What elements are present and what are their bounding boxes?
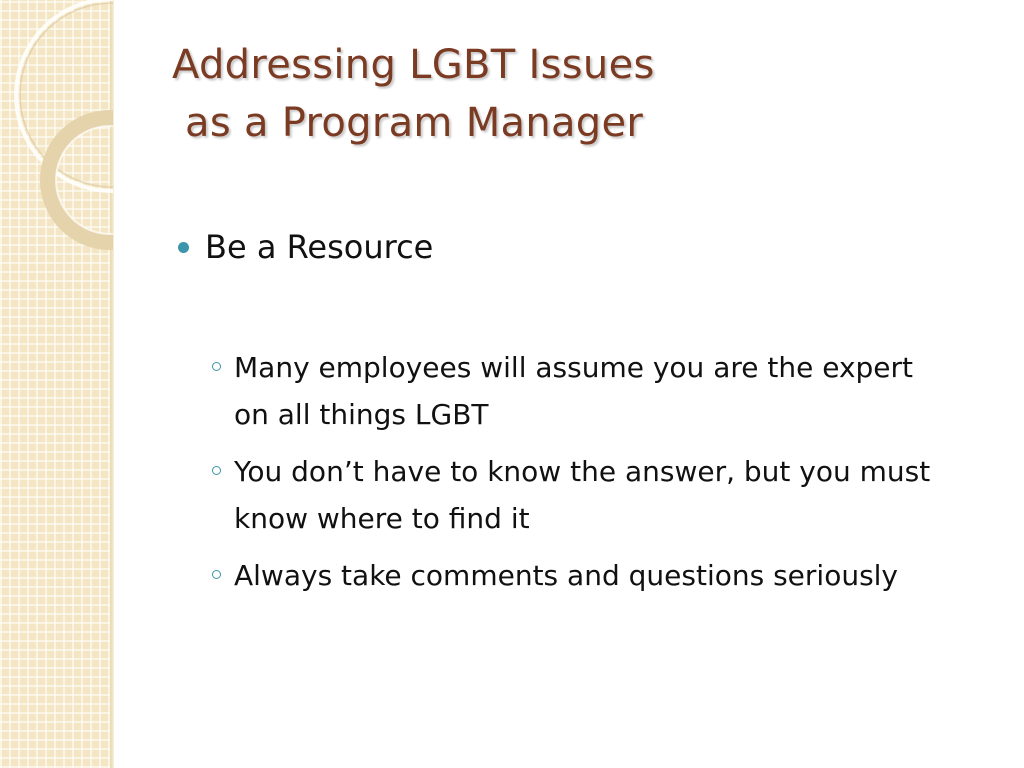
slide-title [172,36,972,152]
bullet-text: Be a Resource [205,228,434,266]
sub-bullet-ring-icon [212,362,221,371]
decorative-rings-icon [0,0,113,260]
bullet-dot-icon [178,242,189,253]
title-line-1: Addressing LGBT Issues [172,42,655,88]
sub-bullet-item [212,344,942,438]
sub-bullet-ring-icon [212,466,221,475]
title-line-2: as a Program Manager [172,100,644,146]
sub-bullet-text: You don’t have to know the answer, but you must know where to find it [234,455,931,535]
sub-bullet-list [212,344,958,599]
sub-bullet-item [212,448,942,542]
sub-bullet-text: Many employees will assume you are the expert on all things LGBT [234,351,914,431]
sub-bullet-text: Always take comments and questions seriously [234,559,899,592]
sub-bullet-ring-icon [212,570,221,579]
bullet-list [178,222,958,609]
sub-bullet-item [212,552,942,599]
bullet-item [178,222,958,272]
